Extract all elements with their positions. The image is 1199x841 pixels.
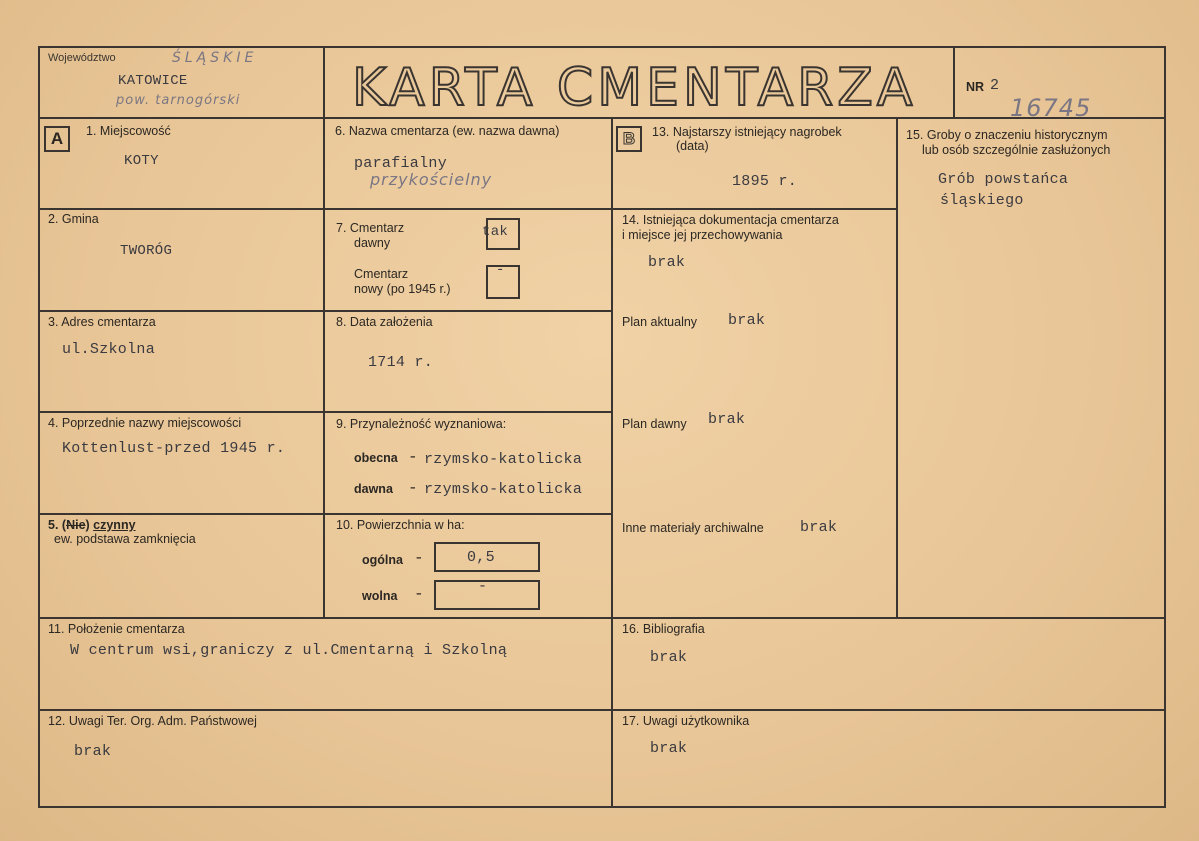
field-10-wolna-value: - [478,578,488,595]
field-8-value: 1714 r. [368,354,434,371]
field-13-value: 1895 r. [732,173,798,190]
field-5-czynny: czynny [93,518,136,532]
field-1-label: 1. Miejscowość [86,124,171,138]
field-6-label: 6. Nazwa cmentarza (ew. nazwa dawna) [335,124,560,138]
field-8-label: 8. Data założenia [336,315,433,329]
grid-line [953,46,955,117]
grid-line [611,117,613,808]
wojewodztwo-handwritten: ŚLĄSKIE [172,50,258,66]
grid-line [323,117,325,618]
field-5-label [48,518,136,533]
field-14-value: brak [648,254,686,271]
field-16-value: brak [650,649,688,666]
plan-dawny-value: brak [708,411,746,428]
wojewodztwo-typed: KATOWICE [118,73,188,89]
field-10-wolna-label: wolna [362,589,398,603]
nr-handwritten: 16745 [1010,94,1092,122]
grid-line [323,46,325,117]
inne-materialy-value: brak [800,519,838,536]
section-b-marker: B [616,126,642,152]
powiat-handwritten: pow. tarnogórski [116,93,241,108]
field-7-dawny-label-2: dawny [354,236,391,250]
grid-line [611,208,896,210]
plan-dawny-label: Plan dawny [622,417,687,431]
field-15-label-1: 15. Groby o znaczeniu historycznym [906,128,1108,142]
field-9-label: 9. Przynależność wyznaniowa: [336,417,507,431]
field-9-dawna-value: rzymsko-katolicka [424,481,583,498]
nr-label: NR [966,80,985,94]
field-2-value: TWORÓG [120,243,173,259]
grid-line [38,208,611,210]
field-9-dawna-label: dawna [354,482,393,496]
grid-line [38,310,611,312]
section-a-marker: A [44,126,70,152]
field-10-label: 10. Powierzchnia w ha: [336,518,465,532]
field-7-nowy-value: - [496,262,505,278]
field-3-value: ul.Szkolna [62,341,156,358]
grid-line [38,411,611,413]
field-4-label: 4. Poprzednie nazwy miejscowości [48,416,242,430]
field-5-mid: ) [85,518,94,532]
field-12-value: brak [74,743,112,760]
inne-materialy-label: Inne materiały archiwalne [622,521,764,535]
field-13-label-1: 13. Najstarszy istniejący nagrobek [652,125,842,139]
field-7-nowy-label-1: Cmentarz [354,267,409,281]
card-title: KARTA CMENTARZA [352,58,917,118]
field-15-value-2: śląskiego [940,192,1024,209]
plan-aktualny-label: Plan aktualny [622,315,698,329]
grid-line [896,117,898,618]
field-5-prefix: 5. ( [48,518,67,532]
field-15-label-2: lub osób szczególnie zasłużonych [922,143,1111,157]
field-1-value: KOTY [124,153,159,169]
field-7-nowy-label-2: nowy (po 1945 r.) [354,282,451,296]
grid-line [38,709,1166,711]
field-17-label: 17. Uwagi użytkownika [622,714,750,728]
field-7-dawny-value: tak [482,224,509,240]
field-6-value: parafialny [354,155,448,172]
field-9-obecna-label: obecna [354,451,398,465]
grid-line [38,513,611,515]
field-10-ogolna-dash: - [414,549,424,567]
field-10-wolna-dash: - [414,585,424,603]
field-11-value: W centrum wsi,graniczy z ul.Cmentarną i Szkolną [70,642,508,659]
field-9-obecna-value: rzymsko-katolicka [424,451,583,468]
field-6-handwritten: przykościelny [370,170,493,189]
field-15-value-1: Grób powstańca [938,171,1069,188]
field-3-label: 3. Adres cmentarza [48,315,156,329]
field-11-label: 11. Położenie cmentarza [48,622,185,636]
field-4-value: Kottenlust-przed 1945 r. [62,440,286,457]
field-5-label-line2: ew. podstawa zamknięcia [54,532,196,546]
field-2-label: 2. Gmina [48,212,99,226]
field-16-label: 16. Bibliografia [622,622,705,636]
field-12-label: 12. Uwagi Ter. Org. Adm. Państwowej [48,714,257,728]
field-14-label-2: i miejsce jej przechowywania [622,228,783,242]
field-10-ogolna-label: ogólna [362,553,403,567]
plan-aktualny-value: brak [728,312,766,329]
field-5-nie-struck: Nie [66,518,86,532]
grid-line [38,617,1166,619]
field-9-obecna-dash: - [408,448,418,466]
wojewodztwo-label: Województwo [48,52,116,64]
nr-typed: 2 [990,77,1000,94]
field-7-dawny-label-1: 7. Cmentarz [336,221,405,235]
field-13-label-2: (data) [676,139,709,153]
field-14-label-1: 14. Istniejąca dokumentacja cmentarza [622,213,839,227]
field-10-ogolna-value: 0,5 [467,549,495,566]
field-17-value: brak [650,740,688,757]
field-9-dawna-dash: - [408,479,418,497]
